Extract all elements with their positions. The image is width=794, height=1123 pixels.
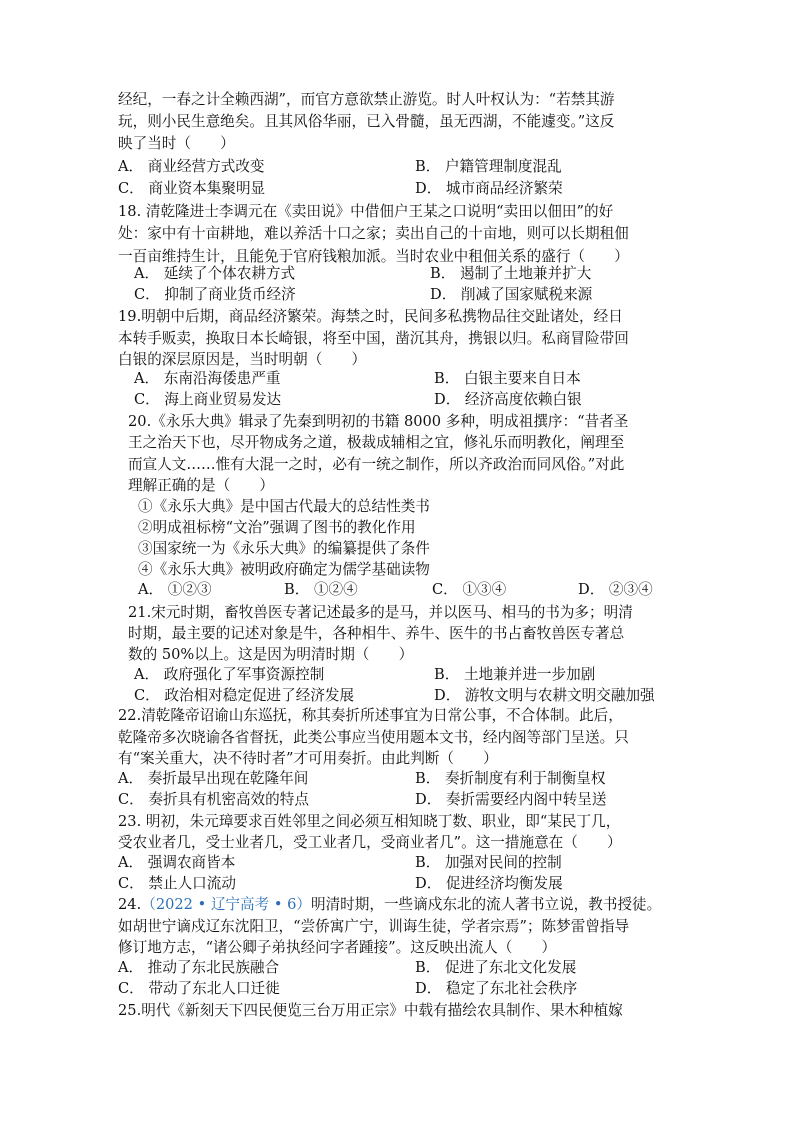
q17-line: 经纪，一春之计全赖西湖”，而官方意欲禁止游览。时人叶权认为：“若禁其游	[118, 91, 615, 108]
q18-option-c[interactable]: C． 抑制了商业货币经济	[134, 286, 296, 303]
q20-statement: ②明成祖标榜“文治”强调了图书的教化作用	[138, 519, 416, 536]
q24-first-line	[118, 895, 661, 915]
q21-line: 21.宋元时期，畜牧兽医专著记述最多的是马，并以医马、相马的书为多；明清	[128, 604, 633, 621]
q19-line: 19.明朝中后期，商品经济繁荣。海禁之时，民间多私携物品往交趾诸处，经日	[118, 308, 623, 325]
q20-line: 王之治天下也，尽开物成务之道，极裁成辅相之宜，修礼乐而明教化，阐理至	[128, 434, 625, 451]
q24-number: 24.	[118, 896, 142, 913]
q20-option-a[interactable]: A． ①②③	[138, 581, 212, 598]
q20-statement: ③国家统一为《永乐大典》的编纂提供了条件	[138, 540, 430, 557]
q20-line: 20.《永乐大典》辑录了先秦到明初的书籍 8000 多种，明成祖撰序：“昔者圣	[128, 413, 629, 430]
q23-line: 23. 明初，朱元璋要求百姓邻里之间必须互相知晓丁数、职业，即“某民丁几，	[118, 813, 621, 830]
q19-line: 白银的深层原因是，当时明朝（ ）	[118, 351, 367, 368]
q19-option-d[interactable]: D． 经济高度依赖白银	[434, 391, 582, 408]
q17-line: 映了当时（ ）	[118, 135, 235, 152]
q22-option-c[interactable]: C． 奏折具有机密高效的特点	[118, 791, 309, 808]
q24-option-d[interactable]: D． 稳定了东北社会秩序	[415, 980, 578, 997]
q18-option-d[interactable]: D． 削减了国家赋税来源	[430, 286, 593, 303]
q20-line: 而宣人文……惟有大混一之时，必有一统之制作，所以齐政治而同风俗。”对此	[128, 456, 625, 473]
q20-line: 理解正确的是（ ）	[128, 477, 274, 494]
q22-line: 乾隆帝多次晓谕各省督抚，此类公事应当使用题本文书，经内阁等部门呈送。只	[118, 729, 629, 746]
q24-line: 如胡世宁谪戍辽东沈阳卫，“尝侨寓广宁，训诲生徒，学者宗焉”；陈梦雷曾指导	[118, 918, 630, 935]
q18-line: 18. 清乾隆进士李调元在《卖田说》中借佃户王某之口说明“卖田以佃田”的好	[118, 203, 614, 220]
q22-option-d[interactable]: D． 奏折需要经内阁中转呈送	[415, 791, 607, 808]
q24-source-tag[interactable]: （2022 • 辽宁高考 • 6）	[141, 896, 311, 913]
q21-option-d[interactable]: D． 游牧文明与农耕文明交融加强	[434, 687, 655, 704]
q19-line: 本转手贩卖，换取日本长崎银，将至中国，凿沉其舟，携银以归。私商冒险带回	[118, 330, 629, 347]
q22-line: 22.清乾隆帝诏谕山东巡抚，称其奏折所述事宜为日常公事，不合体制。此后，	[118, 707, 623, 724]
q20-statement: ④《永乐大典》被明政府确定为儒学基础读物	[138, 561, 430, 578]
q23-option-a[interactable]: A． 强调农商皆本	[118, 854, 236, 871]
q19-option-a[interactable]: A． 东南沿海倭患严重	[134, 370, 281, 387]
q18-option-a[interactable]: A． 延续了个体农耕方式	[134, 265, 296, 282]
q24-line-text: 明清时期，一些谪戍东北的流人著书立说，教书授徒。	[310, 896, 662, 913]
q17-option-b[interactable]: B． 户籍管理制度混乱	[415, 158, 562, 175]
q24-line: 修订地方志，“诸公卿子弟执经问字者踵接”。这反映出流人（ ）	[118, 939, 557, 956]
q24-option-a[interactable]: A． 推动了东北民族融合	[118, 959, 280, 976]
q23-option-d[interactable]: D． 促进经济均衡发展	[415, 875, 563, 892]
q17-option-c[interactable]: C． 商业资本集聚明显	[118, 180, 266, 197]
q20-option-c[interactable]: C． ①③④	[432, 581, 507, 598]
q22-option-b[interactable]: B． 奏折制度有利于制衡皇权	[415, 770, 606, 787]
q21-line: 数的 50%以上。这是因为明清时期（ ）	[128, 646, 414, 663]
q17-line: 玩，则小民生意绝矣。且其风俗华丽，已入骨髓，虽无西湖，不能遽变。”这反	[118, 113, 615, 130]
q22-option-a[interactable]: A． 奏折最早出现在乾隆年间	[118, 770, 309, 787]
q22-line: 有“案关重大，决不待时者”才可用奏折。由此判断（ ）	[118, 750, 498, 767]
q20-statement: ①《永乐大典》是中国古代最大的总结性类书	[138, 498, 430, 515]
q18-line: 一百亩维持生计，且能免于官府钱粮加派。当时农业中租佃关系的盛行（ ）	[118, 248, 629, 265]
q23-option-b[interactable]: B． 加强对民间的控制	[415, 854, 562, 871]
q19-option-b[interactable]: B． 白银主要来自日本	[434, 370, 581, 387]
q21-line: 时期，最主要的记述对象是牛，各种相牛、养牛、医牛的书占畜牧兽医专著总	[128, 625, 625, 642]
q18-option-b[interactable]: B． 遏制了土地兼并扩大	[430, 265, 592, 282]
q18-line: 处：家中有十亩耕地，难以养活十口之家；卖出自己的十亩地，则可以长期租佃	[118, 225, 629, 242]
q21-option-c[interactable]: C． 政治相对稳定促进了经济发展	[134, 687, 355, 704]
q19-option-c[interactable]: C． 海上商业贸易发达	[134, 391, 282, 408]
q20-option-d[interactable]: D． ②③④	[578, 581, 653, 598]
q23-option-c[interactable]: C． 禁止人口流动	[118, 875, 236, 892]
q23-line: 受农业者几，受士业者几，受工业者几，受商业者几”。这一措施意在（ ）	[118, 834, 622, 851]
q21-option-b[interactable]: B． 土地兼并进一步加剧	[434, 666, 596, 683]
q17-option-d[interactable]: D． 城市商品经济繁荣	[415, 180, 563, 197]
q17-option-a[interactable]: A． 商业经营方式改变	[118, 158, 265, 175]
q24-option-c[interactable]: C． 带动了东北人口迁徙	[118, 980, 280, 997]
q21-option-a[interactable]: A． 政府强化了军事资源控制	[134, 666, 325, 683]
q25-line: 25.明代《新刻天下四民便览三台万用正宗》中载有描绘农具制作、果木种植嫁	[118, 1002, 623, 1019]
q20-option-b[interactable]: B． ①②④	[284, 581, 358, 598]
q24-option-b[interactable]: B． 促进了东北文化发展	[415, 959, 577, 976]
